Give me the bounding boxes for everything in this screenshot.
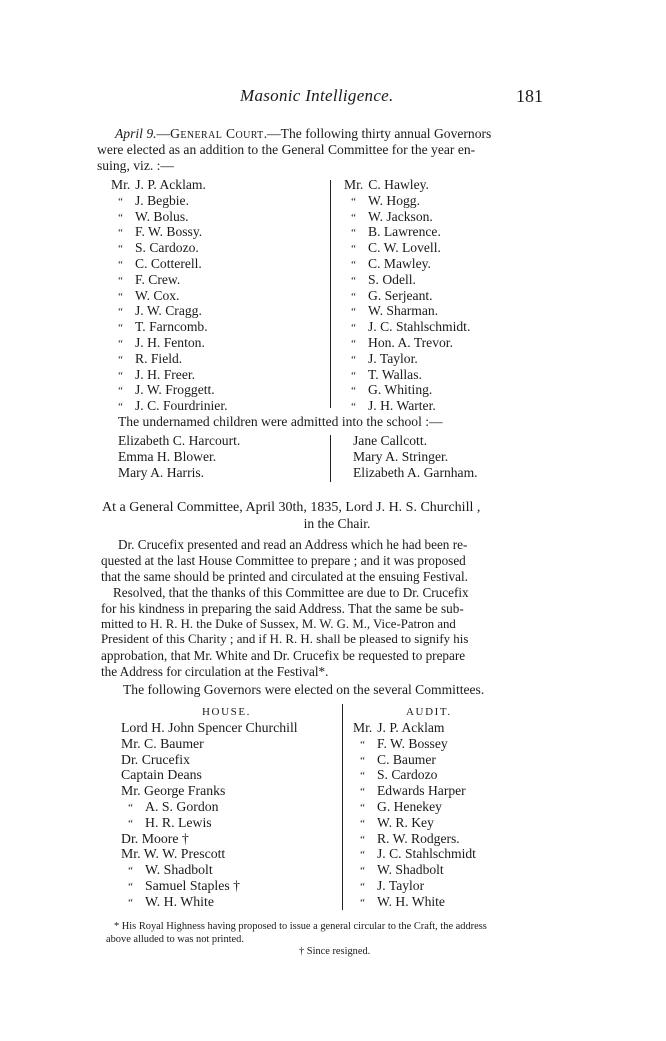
row-name: W. Sharman. — [368, 303, 439, 319]
row-prefix: “ — [359, 896, 366, 909]
row-prefix: “ — [359, 880, 366, 893]
row-name: J. P. Acklam — [377, 720, 445, 735]
row-prefix: “ — [350, 290, 357, 303]
p1-line3: suing, viz. :— — [97, 158, 175, 174]
governor-entry — [344, 367, 470, 383]
row-name: W. Hogg. — [368, 192, 420, 208]
row-name: C. Hawley. — [368, 177, 429, 192]
row-prefix: “ — [359, 817, 366, 830]
row-name: F. W. Bossey — [377, 735, 448, 751]
row-name: C. Baumer — [377, 751, 436, 767]
house-member — [121, 783, 298, 799]
row-prefix: “ — [350, 369, 357, 382]
row-prefix: “ — [350, 243, 357, 256]
general-court-paragraph — [97, 126, 559, 174]
p2-line6: mitted to H. R. H. the Duke of Sussex, M. W. G. M., Vice-Patron and — [101, 616, 456, 631]
row-prefix: “ — [117, 258, 124, 271]
governor-entry — [344, 382, 470, 398]
footnote-star-line2: above alluded to was not printed. — [106, 933, 244, 945]
child-entry: Mary A. Stringer. — [353, 448, 449, 464]
row-name: S. Cardozo — [377, 767, 438, 783]
row-prefix: “ — [350, 227, 357, 240]
child-entry: Elizabeth A. Garnham. — [353, 464, 478, 480]
audit-member — [353, 767, 476, 783]
row-name: C. Cotterell. — [135, 255, 202, 271]
row-name: T. Wallas. — [368, 366, 422, 382]
house-member — [121, 846, 298, 862]
governor-entry — [344, 224, 470, 240]
governor-entry — [344, 351, 470, 367]
governor-entry — [111, 193, 228, 209]
row-prefix: “ — [117, 353, 124, 366]
governor-entry — [111, 398, 228, 414]
row-name: R. W. Rodgers. — [377, 830, 460, 846]
row-name: F. W. Bossy. — [135, 224, 203, 240]
footnote-dagger: † Since resigned. — [299, 946, 371, 957]
row-prefix: “ — [117, 401, 124, 414]
row-prefix: “ — [350, 385, 357, 398]
house-member — [121, 799, 298, 815]
row-prefix: “ — [350, 337, 357, 350]
footnote-star-line1: * His Royal Highness having proposed to issue a general circular to the Craft, the address — [114, 921, 487, 932]
governor-entry — [344, 209, 470, 225]
running-title: Masonic Intelligence. — [240, 86, 394, 105]
p2-line5: for his kindness in preparing the said Address. That the same be sub- — [101, 600, 464, 616]
p2-line1: Dr. Crucefix presented and read an Address which he had been re- — [118, 537, 468, 552]
row-name: W. Shadbolt — [377, 862, 444, 878]
governor-entry — [344, 303, 470, 319]
committee-divider — [342, 704, 343, 910]
governor-entry — [111, 209, 228, 225]
row-prefix: “ — [359, 786, 366, 799]
row-prefix: “ — [359, 865, 366, 878]
row-prefix: “ — [350, 211, 357, 224]
row-name: Mr. W. W. Prescott — [121, 846, 226, 862]
row-prefix: Mr. — [344, 177, 364, 192]
row-prefix: “ — [117, 385, 124, 398]
row-name: W. H. White — [145, 893, 214, 909]
court-date: April 9. — [115, 126, 157, 141]
row-name: Captain Deans — [121, 767, 202, 783]
row-prefix: “ — [117, 369, 124, 382]
row-prefix: “ — [127, 801, 134, 814]
children-divider — [330, 435, 331, 482]
house-member — [121, 878, 298, 894]
row-name: Dr. Moore † — [121, 830, 189, 846]
child-entry: Mary A. Harris. — [118, 464, 205, 480]
row-prefix: “ — [117, 195, 124, 208]
row-prefix: “ — [350, 195, 357, 208]
audit-heading: AUDIT. — [406, 706, 452, 718]
row-name: S. Odell. — [368, 271, 416, 287]
house-member — [121, 736, 298, 752]
p1-line2: were elected as an addition to the General Committee for the year en- — [97, 142, 476, 158]
audit-member — [353, 894, 476, 910]
governor-entry — [111, 224, 228, 240]
row-name: C. Mawley. — [368, 255, 431, 271]
audit-member — [353, 846, 476, 862]
page-header — [0, 86, 666, 110]
house-member — [121, 815, 298, 831]
governor-entry — [344, 319, 470, 335]
row-name: R. Field. — [135, 350, 183, 366]
row-name: Hon. A. Trevor. — [368, 334, 453, 350]
row-name: B. Lawrence. — [368, 224, 441, 240]
governor-entry — [344, 288, 470, 304]
committee-line: At a General Committee, April 30th, 1835, Lord J. H. S. Churchill , — [102, 500, 481, 515]
governor-entry — [111, 177, 228, 193]
row-name: W. H. White — [377, 893, 445, 909]
row-name: T. Farncomb. — [135, 319, 208, 335]
row-prefix: “ — [117, 290, 124, 303]
row-prefix: “ — [117, 243, 124, 256]
audit-member — [353, 831, 476, 847]
p2-line4: Resolved, that the thanks of this Committee are due to Dr. Crucefix — [113, 584, 469, 600]
row-name: J. P. Acklam. — [135, 177, 206, 192]
house-member — [121, 720, 298, 736]
audit-member — [353, 815, 476, 831]
column-divider — [330, 180, 331, 408]
governor-entry — [344, 256, 470, 272]
row-prefix: “ — [127, 865, 134, 878]
child-entry: Elizabeth C. Harcourt. — [118, 433, 241, 448]
governor-entry — [344, 240, 470, 256]
audit-member — [353, 878, 476, 894]
row-name: G. Henekey — [377, 798, 442, 814]
row-prefix: “ — [350, 353, 357, 366]
court-dash: — — [156, 126, 171, 141]
governors-right-column — [344, 177, 470, 414]
p2-line7: President of this Charity ; and if H. R. H. shall be pleased to signify his — [101, 632, 469, 647]
p2-line2: quested at the last House Committee to prepare ; and it was proposed — [101, 552, 466, 568]
row-prefix: “ — [350, 274, 357, 287]
child-entry: Emma H. Blower. — [118, 448, 217, 464]
court-text: .—The following thirty annual Governors — [263, 126, 492, 141]
house-member — [121, 862, 298, 878]
row-name: S. Cardozo. — [135, 240, 199, 256]
row-prefix: “ — [127, 817, 134, 830]
governor-entry — [344, 398, 470, 414]
audit-member — [353, 736, 476, 752]
governor-entry — [111, 303, 228, 319]
house-heading: HOUSE. — [202, 706, 252, 718]
row-name: Samuel Staples † — [145, 877, 241, 893]
house-committee-list — [121, 720, 298, 910]
row-prefix: “ — [117, 306, 124, 319]
row-name: Mr. C. Baumer — [121, 735, 204, 751]
governor-entry — [344, 193, 470, 209]
row-prefix: “ — [359, 770, 366, 783]
row-name: Lord H. John Spencer Churchill — [121, 720, 298, 735]
audit-member — [353, 783, 476, 799]
governor-entry — [111, 382, 228, 398]
governor-entry — [111, 319, 228, 335]
governor-entry — [111, 351, 228, 367]
row-name: Mr. George Franks — [121, 783, 226, 799]
court-label: General Court — [170, 126, 264, 141]
row-name: J. Taylor. — [368, 350, 418, 366]
row-prefix: “ — [117, 337, 124, 350]
row-prefix: “ — [117, 322, 124, 335]
governors-left-column — [111, 177, 228, 414]
p2-line8: approbation, that Mr. White and Dr. Crucefix be requested to prepare — [101, 648, 466, 664]
row-name: J. H. Freer. — [135, 366, 196, 382]
row-prefix: “ — [127, 896, 134, 909]
house-member — [121, 767, 298, 783]
governor-entry — [344, 272, 470, 288]
governor-entry — [111, 272, 228, 288]
governor-entry — [111, 335, 228, 351]
row-name: Edwards Harper — [377, 783, 466, 799]
row-prefix: “ — [117, 227, 124, 240]
row-name: J. W. Cragg. — [135, 303, 202, 319]
row-prefix: “ — [359, 754, 366, 767]
house-member — [121, 752, 298, 768]
governor-entry — [111, 256, 228, 272]
row-prefix: “ — [117, 211, 124, 224]
row-name: J. C. Stahlschmidt. — [368, 319, 471, 335]
child-entry: Jane Callcott. — [353, 433, 427, 448]
footnote-star — [106, 921, 566, 946]
row-prefix: “ — [127, 880, 134, 893]
row-name: F. Crew. — [135, 271, 181, 287]
row-name: J. C. Fourdrinier. — [135, 398, 228, 414]
governor-entry — [111, 240, 228, 256]
row-prefix: “ — [359, 738, 366, 751]
audit-member — [353, 752, 476, 768]
row-prefix: “ — [359, 849, 366, 862]
row-name: G. Whiting. — [368, 382, 433, 398]
house-member — [121, 831, 298, 847]
row-name: Dr. Crucefix — [121, 751, 190, 767]
row-prefix: Mr. — [353, 720, 373, 735]
house-member — [121, 894, 298, 910]
page-number: 181 — [516, 86, 543, 106]
children-left-column — [118, 433, 240, 480]
row-name: J. Taylor — [377, 877, 425, 893]
row-name: W. Bolus. — [135, 208, 189, 224]
row-name: W. R. Key — [377, 814, 434, 830]
governor-entry — [344, 177, 470, 193]
audit-member — [353, 799, 476, 815]
audit-member — [353, 862, 476, 878]
row-name: G. Serjeant. — [368, 287, 433, 303]
row-prefix: Mr. — [111, 177, 131, 192]
row-name: J. H. Warter. — [368, 398, 436, 414]
row-prefix: “ — [117, 274, 124, 287]
audit-member — [353, 720, 476, 736]
children-intro: The undernamed children were admitted into the school :— — [118, 414, 443, 429]
row-name: W. Shadbolt — [145, 862, 213, 878]
governor-entry — [344, 335, 470, 351]
row-prefix: “ — [350, 258, 357, 271]
row-prefix: “ — [350, 306, 357, 319]
row-name: A. S. Gordon — [145, 798, 219, 814]
governor-entry — [111, 367, 228, 383]
row-name: W. Jackson. — [368, 208, 433, 224]
p2-line3: that the same should be printed and circulated at the ensuing Festival. — [101, 568, 468, 584]
row-name: J. W. Froggett. — [135, 382, 215, 398]
children-right-column — [353, 433, 478, 480]
committees-intro: The following Governors were elected on the several Committees. — [123, 682, 485, 697]
row-prefix: “ — [350, 322, 357, 335]
row-name: H. R. Lewis — [145, 814, 212, 830]
row-name: J. Begbie. — [135, 192, 189, 208]
crucefix-paragraph — [101, 537, 569, 680]
governor-entry — [111, 288, 228, 304]
p2-line9: the Address for circulation at the Festival*. — [101, 664, 329, 680]
row-name: J. H. Fenton. — [135, 334, 205, 350]
row-prefix: “ — [359, 801, 366, 814]
in-the-chair: in the Chair. — [303, 516, 371, 531]
row-name: C. W. Lovell. — [368, 240, 441, 256]
row-name: J. C. Stahlschmidt — [377, 846, 476, 862]
row-prefix: “ — [359, 833, 366, 846]
audit-committee-list — [353, 720, 476, 910]
row-prefix: “ — [350, 401, 357, 414]
row-name: W. Cox. — [135, 287, 180, 303]
